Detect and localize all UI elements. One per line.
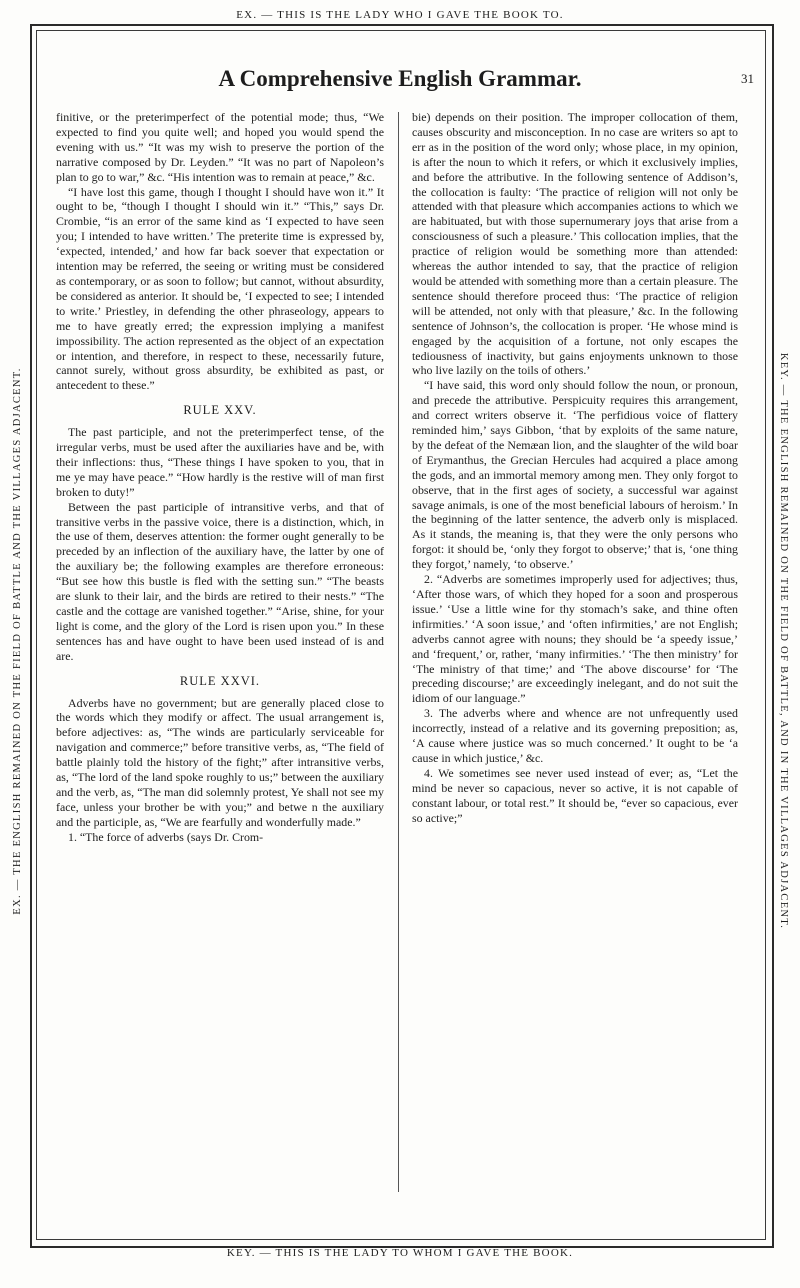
paragraph: “I have said, this word only should follow the noun, or pronoun, and precede the attributive. Perspicuity requires this arrangement, and correct writers observe it. ‘The perfidious voice of flattery reminded him,’ says Gibbon, ‘that by exploits of the same nature, by the defeat of the Nemæan lion, and the slaughter of the wild boar of Erymanthus, the Grecian Hercules had acquired a place among the gods, and an immortal memory among men. They only forgot to observe, that in the first ages of society, a successful war against savage animals, is one of the most beneficial labours of heroism.’ In the beginning of the latter sentence, the adverb only is misplaced. As it stands, the meaning is, that they were the only persons who forgot: it should be, ‘only they forgot to observe;’ that is, ‘one thing they forgot,’ namely, ‘to observe.’ — [412, 378, 738, 572]
paragraph: Adverbs have no government; but are generally placed close to the words which they modify or affect. The usual arrangement is, before adjectives: as, “The winds are particularly serviceable for navigation and commerce;” before transitive verbs, as, “The field of battle plainly told the history of the fight;” after intransitive verbs, as, “The lord of the land spoke roughly to us;” between the auxiliary and the verb, as, “The man did solemnly protest, Ye shall not see my face, unless your brother be with you;” and betwe n the auxiliary and the participle, as, “We are fearfully and wonderfully made.” — [56, 695, 384, 829]
paragraph: The past participle, and not the preterimperfect tense, of the irregular verbs, must be used after the auxiliaries have and be, with their inflections: thus, “These things I have spoken to you, that in me ye may have peace.” “How hardly is the restive will of man first broken to duty!” — [56, 425, 384, 499]
running-head-left: EX. — THE ENGLISH REMAINED ON THE FIELD OF BATTLE AND THE VILLAGES ADJACENT. — [12, 367, 23, 915]
right-column — [412, 110, 738, 1196]
page-number: 31 — [741, 71, 754, 86]
running-head-bottom: KEY. — THIS IS THE LADY TO WHOM I GAVE THE BOOK. — [226, 1247, 574, 1259]
left-column — [56, 110, 384, 1196]
page-title: A Comprehensive English Grammar. — [218, 66, 582, 91]
paragraph: “I have lost this game, though I thought I should have won it.” It ought to be, “though I thought I should win it.” “This,” says Dr. Crombie, “is an error of the same kind as ‘I expected to have seen you; I intended to have written.’ The preterite time is expressed by, ‘expected, intended,’ and how far back soever that expectation or intention may be referred, the seeing or writing must be considered as contemporary, or as soon to follow; but cannot, without absurdity, be considered as anterior. It should be, ‘I expected to see; I intended to write.’ Priestley, in defending the other phraseology, appears to me to have greatly erred; the expression implying a manifest impossibility. The action represented as the object of an expectation or intention, and therefore, in respect to these, necessarily future, cannot surely, without gross absurdity, be exhibited as past, or antecedent to these.” — [56, 184, 384, 393]
rule-heading: RULE XXV. — [183, 403, 257, 418]
paragraph: 3. The adverbs where and whence are not unfrequently used incorrectly, instead of a relative and its governing preposition; as, ‘A cause where justice was so much concerned.’ It ought to be ‘a cause in which justice,’ &c. — [412, 706, 738, 765]
running-head-top: EX. — THIS IS THE LADY WHO I GAVE THE BOOK TO. — [236, 9, 564, 21]
rule-heading: RULE XXVI. — [179, 673, 261, 688]
page-header — [40, 62, 760, 96]
paragraph: Between the past participle of intransitive verbs, and that of transitive verbs in the passive voice, there is a distinction, which, in the use of them, deserves attention: the former ought generally to be preceded by an inflection of the auxiliary have, the latter by one of the auxiliary be; the following examples are therefore erroneous: “But see how this bustle is fled with the setting sun.” “The beasts are slunk to their lair, and the birds are retired to their nests.” “The castle and the cottage are vanished together.” “Arise, shine, for your light is come, and the glory of the Lord is risen upon you.” In these sentences has and have ought to have been used instead of is and are. — [56, 499, 384, 663]
paragraph: 4. We sometimes see never used instead of ever; as, “Let the mind be never so capacious, never so active, it is not capable of constant labour, or total rest.” It should be, “ever so capacious, ever so active;” — [412, 765, 738, 825]
column-divider — [398, 112, 399, 1192]
paragraph: 2. “Adverbs are sometimes improperly used for adjectives; thus, ‘After those wars, of which they hoped for a soon and prosperous issue.’ ‘Use a little wine for thy stomach’s sake, and thine often infirmities.’ ‘A soon issue,’ and ‘often infirmities,’ are not English; adverbs cannot agree with nouns; they should be ‘a speedy issue,’ and ‘frequent,’ or, rather, ‘many infirmities.’ ‘The then ministry’ for ‘The ministry of that time;’ and ‘The above discourse’ for ‘The preceding discourse;’ are exceedingly inelegant, and do not suit the idiom of our language.” — [412, 572, 738, 706]
paragraph: bie) depends on their position. The improper collocation of them, causes obscurity and misconception. In no case are writers so apt to err as in the position of the word only; whose place, in my opinion, is after the noun to which it refers, or which it exclusively implies, and before the attributive. In the following sentence of Addison’s, the collocation is faulty: ‘The practice of religion will not only be attended with that pleasure which accompanies actions to which we are habituated, but with those supernumerary joys that arise from a consciousness of such a pleasure.’ This collocation implies, that the practice of religion would be something more than attended: whereas the author intended to say, that the practice of religion would be attended with something more than a certain pleasure. The sentence should therefore proceed thus: ‘The practice of religion will be attended, not only with that pleasure,’ &c. In the following sentence of Johnson’s, the collocation is proper. ‘He whose mind is engaged by the acquisition of a fortune, not only escapes the tediousness of inactivity, but gains enjoyments unknown to those who live lazily on the toils of others.’ — [412, 110, 738, 378]
running-head-right: KEY. — THE ENGLISH REMAINED ON THE FIELD OF BATTLE, AND IN THE VILLAGES ADJACENT. — [778, 352, 789, 930]
paragraph: finitive, or the preterimperfect of the potential mode; thus, “We expected to find you quite well; and hoped you would spend the evening with us.” “It was my wish to preserve the portion of the narrative composed by Dr. Leyden.” “It was no part of Napoleon’s plan to go to war,” &c. “His intention was to remain at peace,” &c. — [56, 110, 384, 184]
paragraph: 1. “The force of adverbs (says Dr. Crom- — [68, 829, 264, 844]
